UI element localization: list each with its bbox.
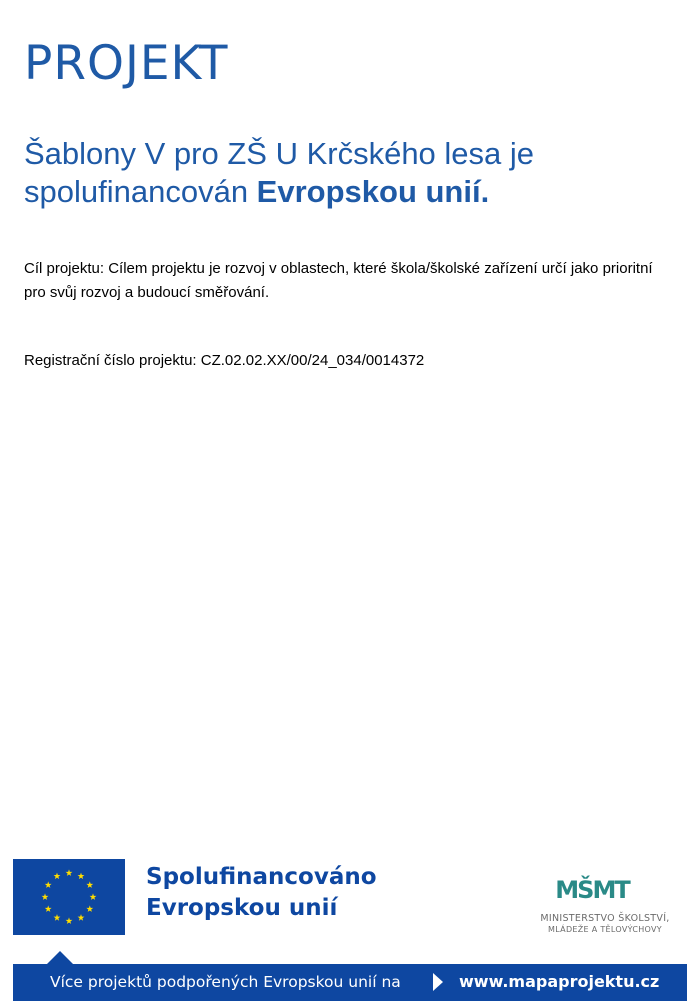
eu-star: [54, 873, 61, 880]
banner-link[interactable]: www.mapaprojektu.cz: [459, 972, 660, 991]
ministry-line-1: MINISTERSTVO ŠKOLSTVÍ,: [540, 913, 670, 924]
project-subtitle: [24, 135, 664, 211]
ministry-name: [520, 913, 690, 934]
eu-star: [66, 917, 73, 924]
banner-text: Více projektů podpořených Evropskou unií na: [50, 973, 401, 991]
project-goal: Cíl projektu: Cílem projektu je rozvoj v oblastech, které škola/školské zařízení určí jako prioritní pro svůj rozvoj a budoucí směřování.: [24, 260, 653, 301]
eu-star: [78, 873, 85, 880]
msmt-logo-icon: [555, 858, 629, 914]
cofunded-label: [146, 862, 377, 924]
eu-star: [42, 893, 49, 900]
footer-banner: [13, 964, 687, 1001]
subtitle-bold: Evropskou unií.: [256, 174, 490, 209]
arrow-right-icon: [433, 973, 443, 991]
eu-star: [90, 893, 97, 900]
eu-star: [45, 881, 52, 888]
banner-notch: [46, 951, 74, 965]
eu-star: [86, 905, 93, 912]
msmt-logo-text: MŠMT: [555, 876, 629, 904]
eu-star: [45, 905, 52, 912]
eu-star: [66, 869, 73, 876]
ministry-line-2: MLÁDEŽE A TĚLOVÝCHOVY: [548, 925, 662, 934]
eu-star: [86, 881, 93, 888]
eu-star: [78, 914, 85, 921]
cofunded-line-2: Evropskou unií: [146, 895, 338, 921]
page-title: PROJEKT: [24, 36, 229, 91]
cofunded-line-1: Spolufinancováno: [146, 864, 377, 890]
eu-star: [54, 914, 61, 921]
eu-flag-icon: [13, 859, 125, 935]
registration-number: Registrační číslo projektu: CZ.02.02.XX/00/24_034/0014372: [24, 352, 425, 369]
subtitle-text: Šablony V pro ZŠ U Krčského lesa je spolufinancován: [24, 136, 535, 209]
